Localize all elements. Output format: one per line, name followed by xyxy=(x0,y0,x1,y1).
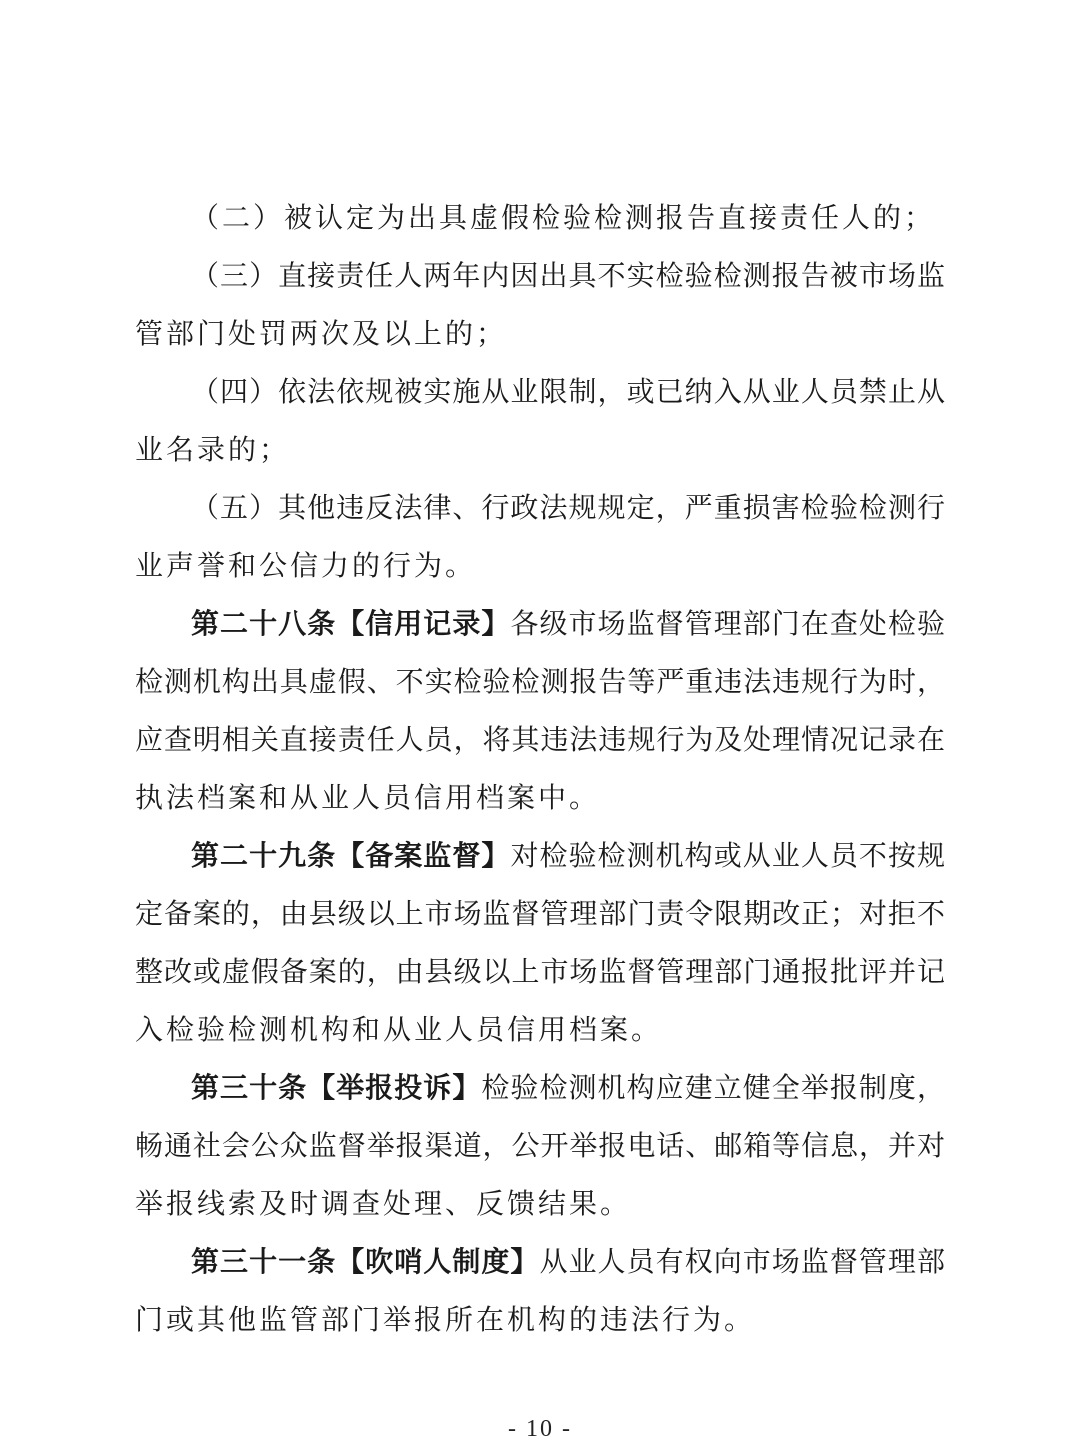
article-29-line-4: 入检验检测机构和从业人员信用档案。 xyxy=(135,1013,663,1046)
article-29-line-3: 整改或虚假备案的，由县级以上市场监督管理部门通报批评并记 xyxy=(135,955,945,988)
article-29-first-text: 对检验检测机构或从业人员不按规 xyxy=(510,839,945,872)
item-4-line-2: 业名录的； xyxy=(135,433,291,466)
article-28-line-4: 执法档案和从业人员信用档案中。 xyxy=(135,781,601,814)
article-29-line-2: 定备案的，由县级以上市场监督管理部门责令限期改正；对拒不 xyxy=(135,897,945,930)
article-29-heading: 第二十九条【备案监督】 xyxy=(191,839,511,872)
item-5-line-1: （五）其他违反法律、行政法规规定，严重损害检验检测行 xyxy=(191,491,945,524)
article-30-line-2: 畅通社会公众监督举报渠道，公开举报电话、邮箱等信息，并对 xyxy=(135,1129,945,1162)
article-31-heading: 第三十一条【吹哨人制度】 xyxy=(191,1245,540,1278)
article-31-line-2: 门或其他监管部门举报所在机构的违法行为。 xyxy=(135,1303,756,1336)
article-29-line-1 xyxy=(191,826,945,886)
article-30-first-text: 检验检测机构应建立健全举报制度， xyxy=(481,1071,945,1104)
article-31-first-text: 从业人员有权向市场监督管理部 xyxy=(539,1245,945,1278)
article-30-line-1 xyxy=(191,1058,945,1118)
item-3-line-2: 管部门处罚两次及以上的； xyxy=(135,317,508,350)
article-30-heading: 第三十条【举报投诉】 xyxy=(191,1071,482,1104)
article-28-heading: 第二十八条【信用记录】 xyxy=(191,607,511,640)
article-30-line-3: 举报线索及时调查处理、反馈结果。 xyxy=(135,1187,632,1220)
article-28-line-2: 检测机构出具虚假、不实检验检测报告等严重违法违规行为时， xyxy=(135,665,945,698)
page-number: - 10 - xyxy=(508,1416,572,1442)
article-28-first-text: 各级市场监督管理部门在查处检验 xyxy=(510,607,945,640)
item-3-line-1: （三）直接责任人两年内因出具不实检验检测报告被市场监 xyxy=(191,259,945,292)
article-28-line-3: 应查明相关直接责任人员，将其违法违规行为及处理情况记录在 xyxy=(135,723,945,756)
item-2-line-1: （二）被认定为出具虚假检验检测报告直接责任人的； xyxy=(191,201,936,234)
article-28-line-1 xyxy=(191,594,945,654)
item-5-line-2: 业声誉和公信力的行为。 xyxy=(135,549,477,582)
item-4-line-1: （四）依法依规被实施从业限制，或已纳入从业人员禁止从 xyxy=(191,375,945,408)
article-31-line-1 xyxy=(191,1232,945,1292)
